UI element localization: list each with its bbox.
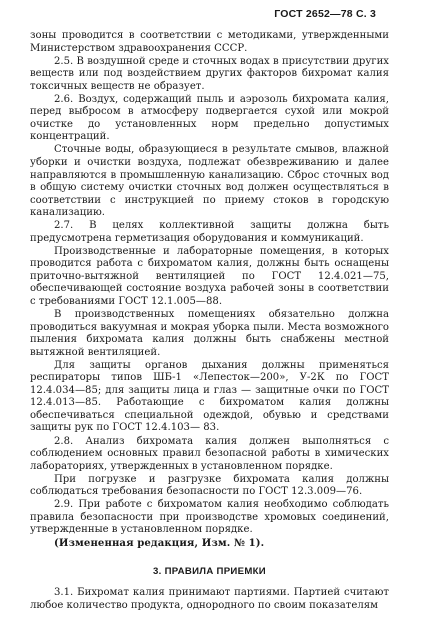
running-header: ГОСТ 2652—78 С. 3 — [274, 8, 376, 20]
page-body — [30, 30, 389, 613]
section-heading: 3. ПРАВИЛА ПРИЕМКИ — [153, 566, 266, 578]
paragraph-2-6: 2.6. Воздух, содержащий пыль и аэрозоль бихромата калия, перед выбросом в атмосферу подвергается сухой или мокрой очистке до установленных норм предельно допустимых концентраций. — [30, 93, 389, 143]
paragraph-protection: Для защиты органов дыхания должны применяться респираторы типов ШБ-1 «Лепесток—200», У-2К по ГОСТ 12.4.034—85; для защиты лица и глаз — защитные очки по ГОСТ 12.4.013—85. Работающие с бихроматом калия должны обеспечиваться специальной одеждой, обувью и средствами защиты рук по ГОСТ 12.4.103— 83. — [30, 359, 389, 434]
paragraph-wastewater: Сточные воды, образующиеся в результате смывов, влажной уборки и очистки воздуха, подлежат обезвреживанию и далее направляются в промышленную канализацию. Сброс сточных вод в общую систему очистки сточных вод должен осуществляться в соответствии с инструкцией по приему стоков в городскую канализацию. — [30, 144, 389, 219]
paragraph-2-7: 2.7. В целях коллективной защиты должна быть предусмотрена герметизация оборудования и коммуникаций. — [30, 220, 389, 244]
paragraph-3-1: 3.1. Бихромат калия принимают партиями. Партией считают любое количество продукта, однородного по своим показателям — [30, 586, 389, 611]
paragraph-ventilation: Производственные и лабораторные помещения, в которых проводится работа с бихроматом калия, должны быть оснащены приточно-вытяжной вентиляцией по ГОСТ 12.4.021—75, обеспечивающей состояние воздуха рабочей зоны в соответствии с требованиями ГОСТ 12.1.005—88. — [30, 245, 389, 307]
paragraph-loading: При погрузке и разгрузке бихромата калия должны соблюдаться требования безопасности по ГОСТ 12.3.009—76. — [30, 473, 389, 498]
paragraph-2-5: 2.5. В воздушной среде и сточных водах в присутствии других веществ или под воздействием других факторов бихромат калия токсичных веществ не образует. — [30, 55, 389, 92]
paragraph-2-9: 2.9. При работе с бихроматом калия необходимо соблюдать правила безопасности при производстве хромовых соединений, утвержденные в установленном порядке. — [30, 499, 389, 536]
paragraph-continuation: зоны проводится в соответствии с методиками, утвержденными Министерством здравоохранения СССР. — [30, 30, 389, 54]
paragraph-cleaning: В производственных помещениях обязательно должна проводиться вакуумная и мокрая уборка пыли. Места возможного пыления бихромата калия должны быть снабжены местной вытяжной вентиляцией. — [30, 309, 389, 358]
paragraph-2-8: 2.8. Анализ бихромата калия должен выполняться с соблюдением основных правил безопасной работы в химических лабораториях, утвержденных в установленном порядке. — [30, 435, 389, 472]
amendment-note: (Измененная редакция, Изм. № 1). — [54, 537, 265, 549]
